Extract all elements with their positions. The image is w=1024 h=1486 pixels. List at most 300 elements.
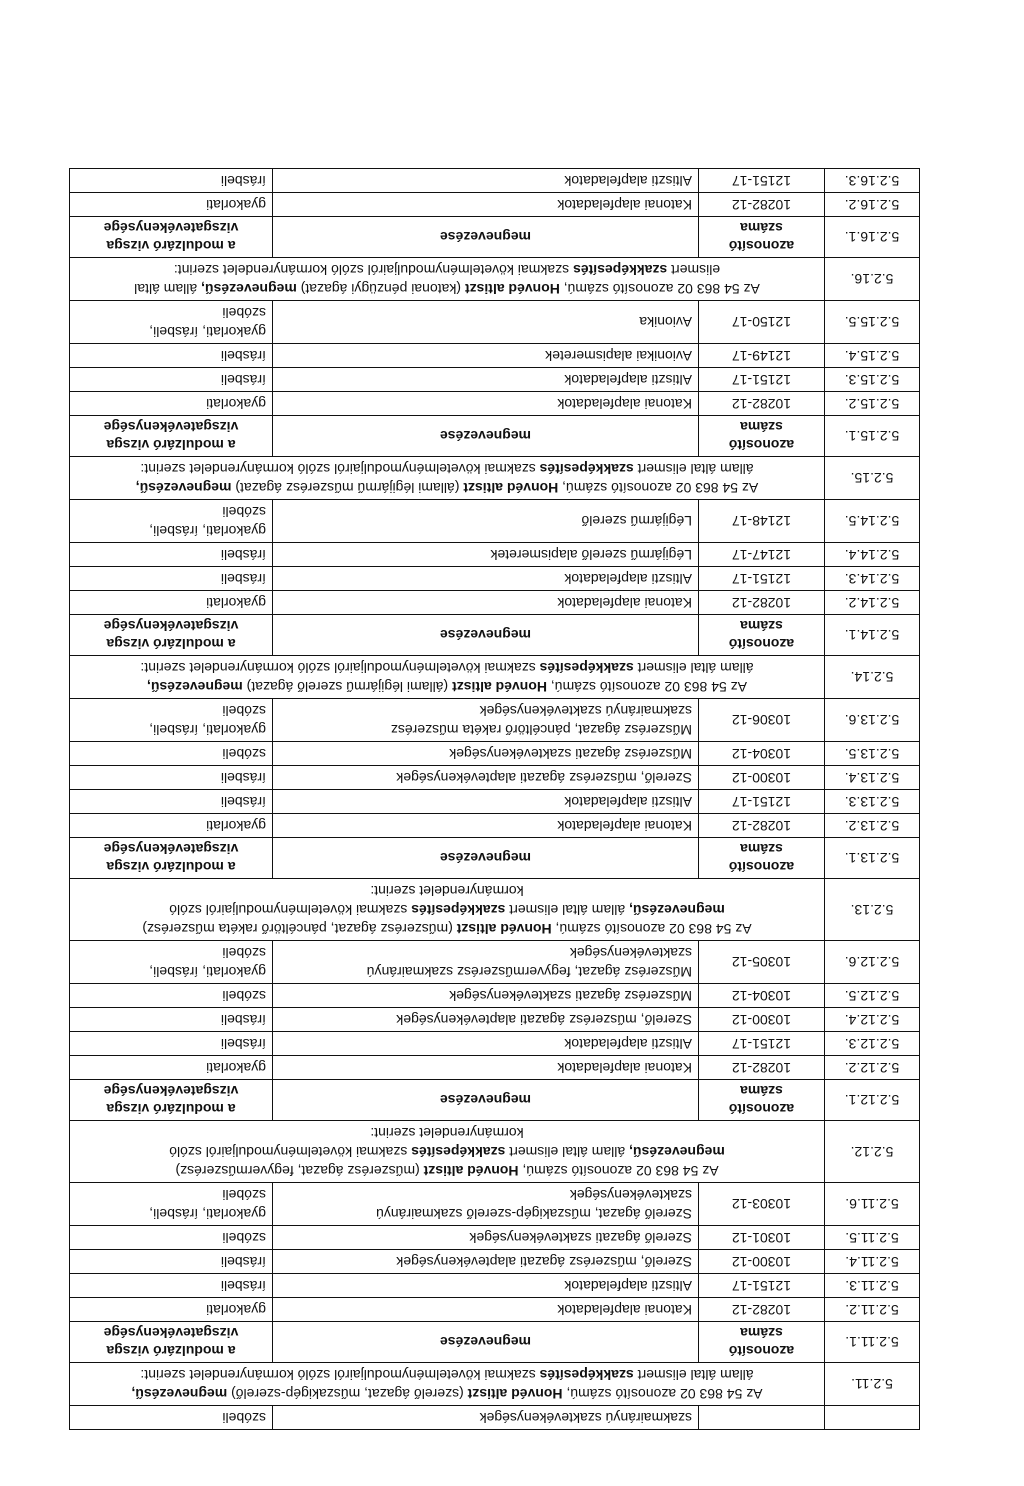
module-name-line: Légijármű szerelő alapismeretek [490,547,692,563]
module-name-line: szakmairányú szaktevékenységek [479,1410,692,1426]
text-run: állam által [134,281,202,297]
module-name-line: Katonai alapfeladatok [557,396,692,412]
exam-type [70,814,273,838]
header-label: vizsgatevékenysége [103,1083,239,1099]
module-id: 12151-17 [699,1274,825,1298]
table-row [70,699,920,742]
table-row [70,392,920,416]
header-label: vizsgatevékenysége [103,220,239,236]
exam-type-line: írásbeli [220,1036,266,1052]
row-number: 5.2.15.4. [825,344,920,368]
row-number: 5.2.16.3. [825,169,920,193]
module-id: 10305-12 [699,941,825,984]
row-number: 5.2.12.5. [825,984,920,1008]
module-id [699,615,825,656]
header-label: megnevezése [439,627,532,643]
exam-type [70,766,273,790]
exam-type-line: gyakorlati, írásbeli, [149,523,266,539]
description-line [76,1384,818,1403]
text-run: (katonai pénzügyi ágazat) [296,281,465,297]
table-row [70,1226,920,1250]
header-label: száma [740,1325,783,1341]
table-row [70,1406,920,1430]
header-label: azonosító [728,1343,795,1359]
header-label: a modulzáró vizsga [106,1101,236,1117]
exam-type [70,500,273,543]
module-id: 10300-12 [699,1008,825,1032]
row-number: 5.2.15.2. [825,392,920,416]
row-number: 5.2.13.6. [825,699,920,742]
module-name [273,500,699,543]
table-row [70,790,920,814]
module-id: 12151-17 [699,169,825,193]
header-label: száma [740,419,783,435]
row-number: 5.2.13.5. [825,742,920,766]
module-name-line: Szerelő ágazat, műszakigép-szerelő szakmairányú [376,1206,692,1222]
module-name-line: Avionika [639,314,692,331]
exam-type [70,591,273,615]
bold-term: megnevezésű, [131,1386,228,1402]
text-run: szakmai követelménymoduljairól szóló kormányrendelet szerint: [173,262,574,278]
bold-term: Honvéd altiszt [467,1386,563,1402]
module-name [273,193,699,217]
row-number: 5.2.15.5. [825,301,920,344]
module-name [273,1032,699,1056]
exam-type [70,1226,273,1250]
section-description [70,656,825,699]
table-row [70,301,920,344]
text-run: szakmai követelménymoduljairól szóló [169,902,412,918]
module-id [699,416,825,457]
module-name [273,941,699,984]
text-run: Az 54 863 02 azonosító számú, [518,1163,719,1179]
module-name [273,1406,699,1430]
exam-type-line: szóbeli [222,703,266,719]
exam-type [70,1322,273,1363]
table-row [70,368,920,392]
module-name [273,766,699,790]
bold-term: szakképesítés [411,1144,506,1160]
row-number: 5.2.11.6. [825,1183,920,1226]
exam-type [70,1250,273,1274]
exam-type [70,790,273,814]
module-name-line: Avionikai alapismeretek [545,348,692,364]
text-run: kormányrendelet szerint: [370,1125,524,1141]
table-row [70,169,920,193]
exam-type-line: gyakorlati [206,595,266,611]
module-name-line: Katonai alapfeladatok [557,197,692,213]
bold-term: Honvéd altiszt [464,281,560,297]
exam-type-line: írásbeli [220,348,266,364]
row-number: 5.2.11.3. [825,1274,920,1298]
table-row [70,193,920,217]
description-line [76,881,818,900]
module-id [699,1322,825,1363]
module-name [273,615,699,656]
section-description [70,457,825,500]
exam-type-line: gyakorlati [206,396,266,412]
row-number: 5.2.11.2. [825,1298,920,1322]
exam-type [70,1406,273,1430]
exam-type [70,1008,273,1032]
description-line [76,677,818,696]
exam-type [70,838,273,879]
module-name [273,1250,699,1274]
header-label: a modulzáró vizsga [106,437,236,453]
description-line [76,1123,818,1142]
column-header-row [70,217,920,258]
module-name [273,814,699,838]
header-label: a modulzáró vizsga [106,859,236,875]
module-name [273,1080,699,1121]
module-id: 10304-12 [699,984,825,1008]
table-row [70,543,920,567]
module-requirements-table [69,168,920,1430]
module-name [273,301,699,344]
text-run: Az 54 863 02 azonosító számú, [562,1386,763,1402]
exam-type-line: írásbeli [220,571,266,587]
module-id: 12151-17 [699,567,825,591]
exam-type [70,615,273,656]
module-name [273,217,699,258]
header-label: azonosító [728,636,795,652]
row-number: 5.2.15.1. [825,416,920,457]
header-label: megnevezése [439,428,532,444]
description-line [76,900,818,919]
module-name-line: Katonai alapfeladatok [557,1302,692,1318]
module-id: 10282-12 [699,814,825,838]
text-run: Az 54 863 02 azonosító számú, [546,679,747,695]
module-name-line: Szerelő, műszerész ágazati alaptevékenységek [396,770,692,786]
exam-type [70,742,273,766]
text-run: kormányrendelet szerint: [370,883,524,899]
header-label: vizsgatevékenysége [103,841,239,857]
bold-term: szakképesítés [539,660,634,676]
bold-term: szakképesítés [573,262,668,278]
description-line [76,478,818,497]
module-id: 12150-17 [699,301,825,344]
module-name-line: Műszerész ágazat, páncéltörő rakéta műszerész [390,722,692,738]
exam-type-line: gyakorlati, írásbeli, [149,1206,266,1222]
text-run: (állami légijármű műszerész ágazat) [231,480,464,496]
text-run: szakmai követelménymoduljairól szóló kormányrendelet szerint: [140,461,540,477]
description-line [76,279,818,298]
table-row [70,567,920,591]
module-name-line: szaktevékenységek [569,945,692,961]
module-id [699,217,825,258]
exam-type-line: írásbeli [220,770,266,786]
row-number: 5.2.12.6. [825,941,920,984]
text-run: (szerelő ágazat, műszakigép-szerelő) [227,1386,468,1402]
exam-type-line: szóbeli [222,988,266,1004]
header-label: vizsgatevékenysége [103,618,239,634]
exam-type [70,1080,273,1121]
row-number: 5.2.11.1. [825,1322,920,1363]
text-run: Az 54 863 02 azonosító számú, [558,480,759,496]
header-label: azonosító [728,859,795,875]
bold-term: megnevezésű, [201,281,297,297]
text-run: szakmai követelménymoduljairól szóló kormányrendelet szerint: [140,1367,540,1383]
row-number: 5.2.13.1. [825,838,920,879]
exam-type [70,1274,273,1298]
exam-type [70,699,273,742]
header-label: a modulzáró vizsga [106,636,236,652]
exam-type-line: írásbeli [220,372,266,388]
header-label: azonosító [728,437,795,453]
module-name [273,416,699,457]
row-number: 5.2.12. [825,1121,920,1183]
header-label: száma [740,220,783,236]
text-run: (állami légijármű szerelő ágazat) [242,679,453,695]
module-id: 10301-12 [699,1226,825,1250]
module-name-line: Altiszti alapfeladatok [564,571,692,587]
section-description [70,879,825,941]
module-name-line: Katonai alapfeladatok [557,595,692,611]
exam-type [70,1298,273,1322]
row-number: 5.2.12.1. [825,1080,920,1121]
module-name [273,838,699,879]
exam-type-line: írásbeli [220,173,266,189]
module-name [273,169,699,193]
exam-type [70,416,273,457]
section-description [70,1363,825,1406]
header-label: azonosító [728,238,795,254]
row-number: 5.2.16.1. [825,217,920,258]
row-number: 5.2.14.4. [825,543,920,567]
description-line [76,658,818,677]
text-run: Az 54 863 02 azonosító számú, [551,921,752,937]
exam-type [70,368,273,392]
module-name [273,368,699,392]
section-description-row [70,1121,920,1183]
text-run: elismert [667,262,721,278]
exam-type-line: gyakorlati, írásbeli, [149,964,266,980]
exam-type-line: gyakorlati, írásbeli, [149,722,266,738]
table-row [70,344,920,368]
module-name [273,984,699,1008]
exam-type-line: szóbeli [222,1410,266,1426]
module-name [273,1008,699,1032]
table-row [70,1008,920,1032]
row-number: 5.2.12.3. [825,1032,920,1056]
bold-term: megnevezésű, [629,1144,725,1160]
exam-type-line: szóbeli [222,305,266,321]
section-description-row [70,1363,920,1406]
exam-type-line: gyakorlati, írásbeli, [149,324,266,340]
module-id: 12151-17 [699,368,825,392]
section-description-row [70,258,920,301]
column-header-row [70,1080,920,1121]
exam-type [70,567,273,591]
column-header-row [70,615,920,656]
module-id: 10282-12 [699,591,825,615]
module-id: 12151-17 [699,1032,825,1056]
table-row [70,742,920,766]
row-number: 5.2.11. [825,1363,920,1406]
text-run: állam által elismert [633,660,754,676]
header-label: a modulzáró vizsga [106,1343,236,1359]
description-line [76,260,818,279]
section-description-row [70,457,920,500]
module-id: 10282-12 [699,193,825,217]
bold-term: szakképesítés [411,902,506,918]
exam-type [70,1183,273,1226]
row-number: 5.2.11.5. [825,1226,920,1250]
module-id: 10304-12 [699,742,825,766]
bold-term: Honvéd altiszt [456,921,552,937]
text-run: (műszerész ágazat, fegyverműszerész) [175,1163,424,1179]
module-id: 12151-17 [699,790,825,814]
module-name-line: Műszerész ágazat, fegyverműszerész szakmairányú [366,964,692,980]
module-name [273,543,699,567]
module-name-line: szakmairányú szaktevékenységek [479,703,692,719]
row-number: 5.2.13.4. [825,766,920,790]
row-number: 5.2.13.3. [825,790,920,814]
row-number: 5.2.13. [825,879,920,941]
exam-type-line: írásbeli [220,794,266,810]
description-line [76,1161,818,1180]
table-row [70,500,920,543]
exam-type [70,392,273,416]
section-description [70,1121,825,1183]
table-row [70,1250,920,1274]
bold-term: Honvéd altiszt [423,1163,519,1179]
table-row [70,984,920,1008]
module-id: 10282-12 [699,1056,825,1080]
module-id: 10303-12 [699,1183,825,1226]
exam-type-line: gyakorlati [206,197,266,213]
bold-term: megnevezésű, [147,679,243,695]
exam-type-line: írásbeli [220,1254,266,1270]
module-name-line: Szerelő, műszerész ágazati alaptevékenységek [396,1012,692,1028]
header-label: megnevezése [439,1092,532,1108]
exam-type-line: szóbeli [222,945,266,961]
module-name [273,790,699,814]
row-number: 5.2.15.3. [825,368,920,392]
module-name [273,1274,699,1298]
exam-type [70,193,273,217]
text-run: szakmai követelménymoduljairól szóló [169,1144,412,1160]
table-row [70,591,920,615]
module-name-line: Műszerész ágazati szaktevékenységek [449,988,692,1004]
table-row [70,1274,920,1298]
module-id: 10306-12 [699,699,825,742]
bold-term: Honvéd altiszt [463,480,559,496]
module-id: 12147-17 [699,543,825,567]
row-number: 5.2.16. [825,258,920,301]
table-row [70,1183,920,1226]
exam-type-line: írásbeli [220,1278,266,1294]
header-label: megnevezése [439,1334,532,1350]
module-name [273,1322,699,1363]
row-number: 5.2.14. [825,656,920,699]
row-number: 5.2.12.4. [825,1008,920,1032]
exam-type [70,1056,273,1080]
module-name [273,344,699,368]
column-header-row [70,1322,920,1363]
module-name-line: Katonai alapfeladatok [557,818,692,834]
table-row [70,941,920,984]
exam-type-line: írásbeli [220,1012,266,1028]
module-name [273,567,699,591]
module-name-line: Műszerész ágazati szaktevékenységek [449,746,692,762]
module-id: 10282-12 [699,392,825,416]
module-name-line: Altiszti alapfeladatok [564,794,692,810]
module-id: 10300-12 [699,766,825,790]
bold-term: szakképesítés [539,461,634,477]
module-name-line: Altiszti alapfeladatok [564,372,692,388]
exam-type-line: gyakorlati [206,1060,266,1076]
module-name-line: Légijármű szerelő [581,513,692,530]
exam-type-line: szóbeli [222,504,266,520]
text-run: Az 54 863 02 azonosító számú, [559,281,760,297]
exam-type-line: szóbeli [222,1187,266,1203]
header-label: azonosító [728,1101,795,1117]
exam-type [70,941,273,984]
module-name-line: Altiszti alapfeladatok [564,1278,692,1294]
table-row [70,766,920,790]
bold-term: megnevezésű, [629,902,725,918]
table-row [70,1032,920,1056]
module-name-line: Szerelő, műszerész ágazati alaptevékenységek [396,1254,692,1270]
module-name [273,392,699,416]
header-label: megnevezése [439,229,532,245]
exam-type [70,543,273,567]
bold-term: Honvéd altiszt [452,679,547,695]
bold-term: megnevezésű, [135,480,232,496]
section-description [70,258,825,301]
column-header-row [70,838,920,879]
module-id: 10282-12 [699,1298,825,1322]
header-label: száma [740,1083,783,1099]
module-name-line: Katonai alapfeladatok [557,1060,692,1076]
module-name-line: szaktevékenységek [569,1187,692,1203]
section-description-row [70,879,920,941]
text-run: állam által elismert [633,1367,754,1383]
column-header-row [70,416,920,457]
exam-type-line: szóbeli [222,1230,266,1246]
exam-type [70,1032,273,1056]
module-name [273,742,699,766]
row-number [825,1406,920,1430]
module-id: 10300-12 [699,1250,825,1274]
module-name [273,591,699,615]
description-line [76,1365,818,1384]
row-number: 5.2.13.2. [825,814,920,838]
module-name-line: Szerelő ágazati szaktevékenységek [469,1230,692,1246]
module-id [699,838,825,879]
row-number: 5.2.14.2. [825,591,920,615]
row-number: 5.2.14.5. [825,500,920,543]
row-number: 5.2.15. [825,457,920,500]
module-id [699,1406,825,1430]
text-run: állam által elismert [505,1144,630,1160]
module-name [273,1056,699,1080]
header-label: megnevezése [439,850,532,866]
module-id: 12149-17 [699,344,825,368]
exam-type [70,344,273,368]
header-label: száma [740,618,783,634]
module-name [273,1298,699,1322]
text-run: szakmai követelménymoduljairól szóló kormányrendelet szerint: [140,660,540,676]
text-run: állam által elismert [633,461,754,477]
module-id: 12148-17 [699,500,825,543]
module-name-line: Altiszti alapfeladatok [564,173,692,189]
exam-type-line: gyakorlati [206,818,266,834]
row-number: 5.2.16.2. [825,193,920,217]
exam-type [70,984,273,1008]
description-line [76,919,818,938]
